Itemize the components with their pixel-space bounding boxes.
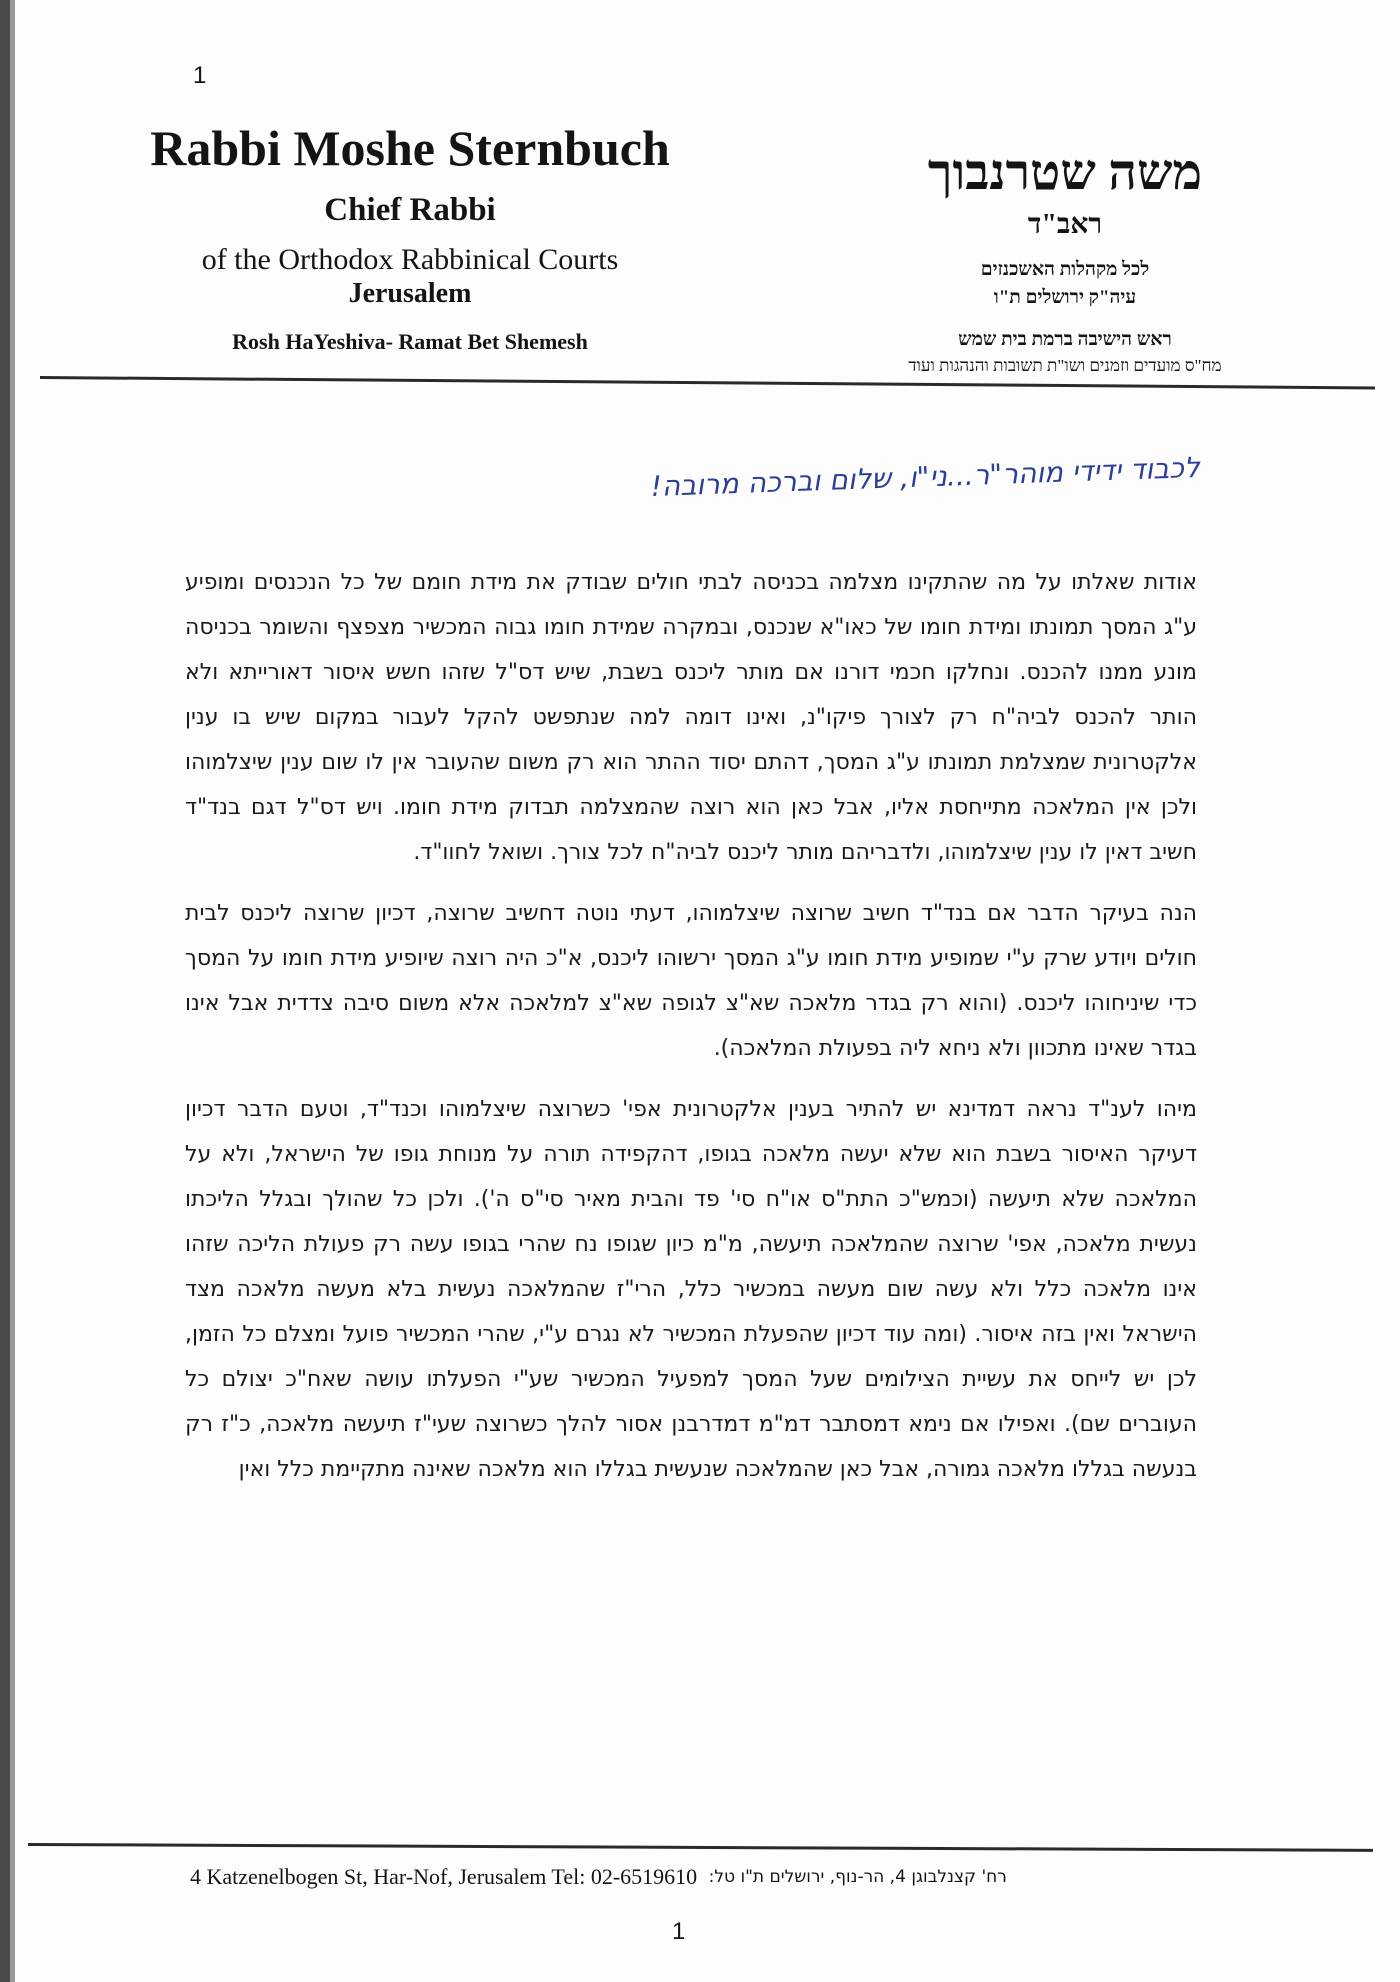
body-paragraph-2: הנה בעיקר הדבר אם בנד"ד חשיב שרוצה שיצלמוהו, דעתי נוטה דחשיב שרוצה, דכיון שרוצה ליכנס לבית חולים ויודע שרק ע"י שמופיע מידת חומו ע"ג המסך ירשוהו ליכנס, א"כ היה רוצה שיופיע מידת חומו על המסך כדי שיניחוהו ליכנס. (והוא רק בגדר מלאכה שא"צ לגופה שא"צ למלאכה אלא משום סיבה צדדית אבל אינו בגדר שאינו מתכוון ולא ניחא ליה בפעולת המלאכה). bbox=[185, 901, 1197, 1061]
letter-body bbox=[185, 560, 1197, 1508]
rabbi-name-he: משה שטרנבוך bbox=[927, 144, 1203, 200]
letterhead-hebrew bbox=[830, 142, 1300, 378]
courts-line-en: of the Orthodox Rabbinical Courts bbox=[201, 243, 619, 276]
he-line-4: מח"ס מועדים וזמנים ושו"ת תשובות והנהגות ועוד bbox=[908, 356, 1222, 375]
he-line-2: עיה"ק ירושלים ת"ו bbox=[993, 287, 1137, 308]
body-paragraph-3: מיהו לענ"ד נראה דמדינא יש להתיר בענין אלקטרונית אפי' כשרוצה שיצלמוהו וכנד"ד, וטעם הדבר דכיון דעיקר האיסור בשבת הוא שלא יעשה מלאכה בגופו, דהקפידה תורה על מנוחת גופו של הישראל, ולא על המלאכה שלא תיעשה (וכמש"כ התת"ס או"ח סי' פד והבית מאיר סי"ס ה'). ולכן כל שהולך ובגלל הליכתו נעשית מלאכה, אפי' שרוצה שהמלאכה תיעשה, מ"מ כיון שגופו נח שהרי בגופו עשה רק פעולת הליכה שזהו אינו מלאכה כלל ולא עשה שום מעשה במכשיר כלל, הרי"ז שהמלאכה נעשית בלא מעשה מלאכה מצד הישראל ואין בזה איסור. (ומה עוד דכיון שהפעלת המכשיר לא נגרם ע"י, שהרי המכשיר פועל ומצלם כל הזמן, לכן יש לייחס את עשיית הצילומים שעל המסך למפעיל המכשיר שע"י הפעלתו עושה שאח"כ יצולם כל העוברים שם). ואפילו אם נימא דמסתבר דמ"מ דמדרבנן אסור להלך כשרוצה שעי"ז תיעשה מלאכה, כ"ז רק בנעשה בגללו מלאכה גמורה, אבל כאן שהמלאכה שנעשית בגללו הוא מלאכה שאינה מתקיימת כלל ואין bbox=[185, 1097, 1197, 1482]
city-en: Jerusalem bbox=[348, 278, 472, 309]
letterhead-english bbox=[140, 118, 680, 356]
header-divider bbox=[40, 376, 1375, 389]
page-number-bottom: 1 bbox=[672, 1918, 686, 1945]
rosh-yeshiva-en: Rosh HaYeshiva- Ramat Bet Shemesh bbox=[232, 329, 588, 354]
scan-edge-shadow bbox=[10, 0, 15, 1982]
he-line-1: לכל מקהלות האשכנזים bbox=[980, 259, 1150, 280]
footer-address-en: 4 Katzenelbogen St, Har-Nof, Jerusalem Tel: 02-6519610 bbox=[190, 1863, 698, 1889]
rabbi-name-en: Rabbi Moshe Sternbuch bbox=[150, 120, 670, 176]
rabbi-title-he: ראב"ד bbox=[1027, 209, 1103, 240]
footer-address bbox=[190, 1862, 1200, 1890]
body-paragraph-1: אודות שאלתו על מה שהתקינו מצלמה בכניסה לבתי חולים שבודק את מידת חומם של כל הנכנסים ומופיע ע"ג המסך תמונתו ומידת חומו של כאו"א שנכנס, ובמקרה שמידת חומו גבוה המכשיר מצפצף והשומר בכניסה מונע ממנו להכנס. ונחלקו חכמי דורנו אם מותר ליכנס בשבת, שיש דס"ל שזהו חשש איסור דאורייתא ולא הותר להכנס לביה"ח רק לצורך פיקו"נ, ואינו דומה למה שנתפשט להקל לעבור במקום שיש בו ענין אלקטרונית שמצלמת תמונתו ע"ג המסך, דהתם יסוד ההתר הוא רק משום שהעובר אין לו שום ענין שיצלמוהו ולכן אין המלאכה מתייחסת אליו, אבל כאן הוא רוצה שהמצלמה תבדוק מידת חומו. ויש דס"ל דגם בנד"ד חשיב דאין לו ענין שיצלמוהו, ולדבריהם מותר ליכנס לביה"ח לכל צורך. ושואל לחוו"ד. bbox=[185, 570, 1197, 865]
rabbi-title-en: Chief Rabbi bbox=[324, 192, 496, 228]
handwritten-greeting: לכבוד ידידי מוהר"ר...ני"ו, שלום וברכה מרובה! bbox=[650, 450, 1201, 504]
scan-edge bbox=[0, 0, 10, 1982]
footer-address-he: רח' קצנלבוגן 4, הר-נוף, ירושלים ת"ו טל: bbox=[708, 1866, 1007, 1887]
page-number-top: 1 bbox=[193, 62, 207, 89]
he-line-3: ראש הישיבה ברמת בית שמש bbox=[958, 329, 1172, 350]
footer-divider bbox=[28, 1843, 1373, 1852]
